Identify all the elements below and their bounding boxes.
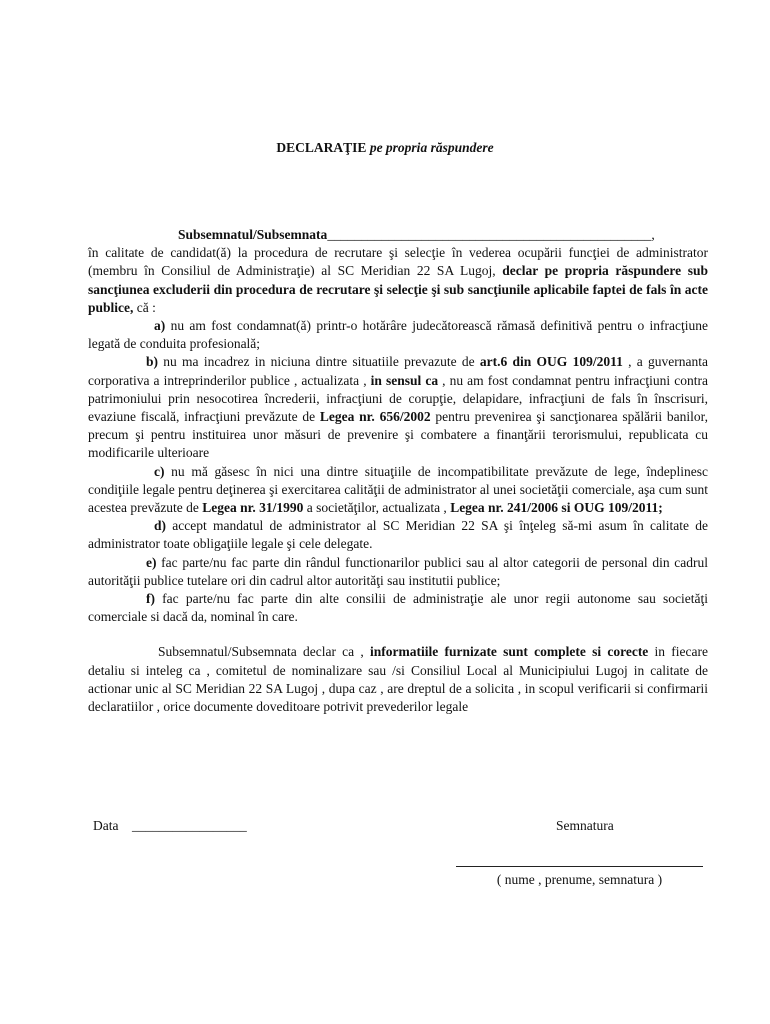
clause-b-text-4: pentru prevenirea şi sancţionarea spălării banilor, precum şi pentru instituirea unor măsuri de prevenire şi combatere a finanţării terorismului, republicata cu modificarile ulterioare (88, 409, 708, 461)
clause-c (88, 463, 708, 518)
clause-c-reference-laws: Legea nr. 241/2006 si OUG 109/2011; (450, 500, 663, 516)
intro-paragraph (88, 244, 708, 317)
clause-f-label: f) (146, 591, 155, 607)
signature-label: Semnatura (556, 818, 614, 833)
intro-declaration: declar pe propria răspundere sub sancţiunea excluderii din procedura de recrutare şi selecţie şi sub sancţiunile aplicabile faptei de fals în acte publice, (88, 263, 708, 315)
declaration-body (88, 226, 708, 716)
final-text-2: in fiecare detaliu si inteleg ca , comitetul de nominalizare sau /si Consiliul Local al Municipiului Lugoj in calitate de actionar unic al SC Meridian 22 SA Lugoj , dupa caz , are dreptul de a solicita , in scopul verificarii si confirmarii declaratiilor , orice documente doveditoare potrivit prevederilor legale (88, 644, 708, 715)
clause-c-label: c) (154, 463, 165, 479)
clause-d (88, 517, 708, 553)
clause-b (88, 353, 708, 462)
intro-end: că : (133, 299, 156, 315)
signature-line (456, 866, 703, 867)
clause-b-label: b) (146, 354, 159, 370)
clause-e (88, 554, 708, 590)
subscriber-line (88, 226, 708, 244)
clause-f (88, 590, 708, 626)
final-emphasis: informatiile furnizate sunt complete si corecte (369, 644, 649, 660)
clause-a-text: nu am fost condamnat(ă) printr-o hotărâre judecătorească rămasă definitivă pentru o infracţiune legată de conduita profesională; (88, 318, 708, 352)
clause-e-text: fac parte/nu fac parte din rândul functionarilor publici sau al altor categorii de personal din cadrul autorităţii publice tutelare ori din cadrul altor autorităţi sau institutii publice; (88, 554, 708, 588)
subscriber-label: Subsemnatul/Subsemnata (178, 227, 328, 242)
clause-d-label: d) (154, 518, 167, 534)
subscriber-name-blank: ________________________________________________, (327, 227, 655, 242)
clause-b-emphasis: in sensul ca (370, 372, 439, 388)
clause-b-text-3: , nu am fost condamnat pentru infracţiuni contra patrimoniului prin nesocotirea încrederii, infracţiuni de corupţie, delapidare, infracţiuni de fals în înscrisuri, evaziune fiscală, infracţiuni prevăzute de (88, 372, 708, 425)
signature-caption: ( nume , prenume, semnatura ) (496, 872, 663, 887)
date-line (93, 818, 247, 834)
title-subtitle: pe propria răspundere (369, 140, 494, 155)
document-title (0, 140, 770, 156)
clause-c-text-2: a societăţilor, actualizata , (303, 500, 451, 516)
date-blank: _________________ (131, 818, 247, 833)
date-label: Data (93, 818, 119, 833)
clause-c-text-1: nu mă găsesc în nici una dintre situaţiile de incompatibilitate prevăzute de lege, îndeplinesc condiţiile legale pentru deţinerea şi exercitarea calităţii de administrator al unei societăţii comerciale, aşa cum sunt acestea prevăzute de (88, 463, 708, 516)
title-main: DECLARAŢIE (276, 140, 367, 155)
final-text-1: Subsemnatul/Subsemnata declar ca , (158, 644, 370, 660)
clause-a-label: a) (154, 318, 166, 334)
clause-a (88, 317, 708, 353)
clause-f-text: fac parte/nu fac parte din alte consilii de administraţie ale unor regii autonome sau societăţi comerciale si dacă da, nominal în care. (88, 591, 708, 625)
clause-c-reference-law: Legea nr. 31/1990 (202, 500, 304, 516)
final-statement (88, 643, 708, 716)
clause-d-text: accept mandatul de administrator al SC Meridian 22 SA şi înţeleg să-mi asum în calitate de administrator toate obligaţiile legale şi cele delegate. (88, 518, 708, 552)
clause-e-label: e) (146, 554, 157, 570)
clause-b-text-2: , a guvernanta corporativa a intreprinderilor publice , actualizata , (88, 354, 709, 388)
clause-b-reference-law: Legea nr. 656/2002 (319, 409, 431, 425)
intro-text: în calitate de candidat(ă) la procedura de recrutare şi selecţie în vederea ocupării funcţiei de administrator (membru în Consiliul de Administraţie) al SC Meridian 22 SA Lugoj, (88, 245, 708, 279)
clause-b-reference-oug: art.6 din OUG 109/2011 (479, 354, 623, 370)
clause-b-text-1: nu ma incadrez in niciuna dintre situatiile prevazute de (158, 354, 480, 370)
